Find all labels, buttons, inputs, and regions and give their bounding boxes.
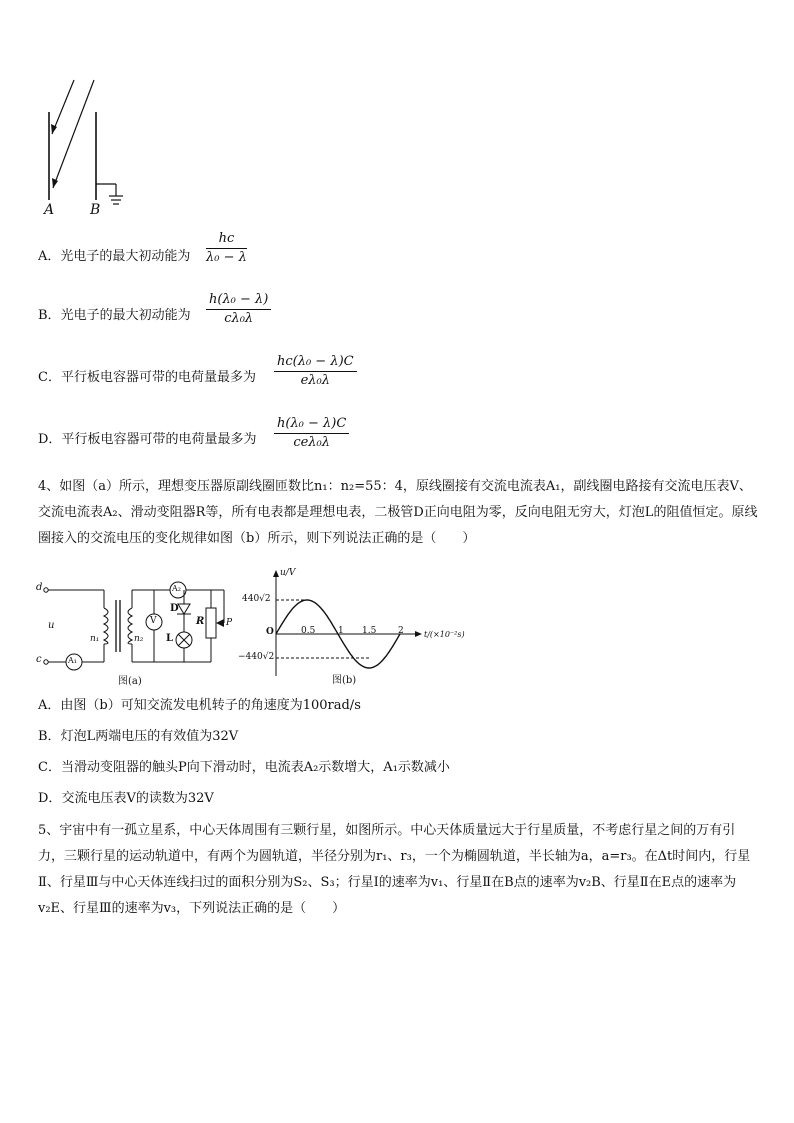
figure-b-caption: 图(b): [332, 675, 357, 686]
voltage-graph: [238, 566, 488, 692]
rheostat-r-label: R: [196, 616, 205, 627]
q3-option-a: A．光电子的最大初动能为: [38, 249, 191, 264]
q4-option-d: D．交流电压表V的读数为32V: [38, 791, 214, 806]
voltmeter-v-label: V: [150, 616, 157, 626]
origin-label: O: [266, 627, 274, 637]
x-axis-label: t/(×10⁻²s): [424, 630, 465, 639]
q5-stem: 5、宇宙中有一孤立星系，中心天体周围有三颗行星，如图所示。中心天体质量远大于行星质量，不考虑行星之间的万有引力，三颗行星的运动轨道中，有两个为圆轨道，半径分别为r₁、r₃，一个为椭圆轨道，半长轴为a，a=r₃。在Δt时间内，行星Ⅱ、行星Ⅲ与中心天体连线扫过的面积分别为S₂、S₃；行星Ⅰ的速率为v₁、行星Ⅱ在B点的速率为v₂B、行星Ⅱ在E点的速率为v₂E、行星Ⅲ的速率为v₃，下列说法正确的是（ ）: [38, 823, 751, 916]
y-tick-min: −440√2: [238, 652, 275, 662]
q4-option-b: B．灯泡L两端电压的有效值为32V: [38, 729, 239, 744]
x-tick-1-5: 1.5: [362, 626, 377, 636]
diode-d-label: D: [170, 603, 179, 614]
slider-p-label: P: [226, 618, 233, 628]
y-tick-max: 440√2: [242, 594, 271, 604]
q3-option-a-fraction: $\frac{hc}{\text{λ₀ − λ}}$: [206, 231, 247, 265]
figure-a-caption: 图(a): [118, 676, 142, 687]
terminal-c-label: c: [36, 654, 42, 665]
coil-n1-label: n₁: [90, 634, 100, 644]
q4-stem: 4、如图（a）所示，理想变压器原副线圈匝数比n₁：n₂=55：4，原线圈接有交流电流表A₁，副线圈电路接有交流电压表V、交流电流表A₂、滑动变阻器R等，所有电表都是理想电表，二极管D正向电阻为零，反向电阻无穷大，灯泡L的阻值恒定。原线圈接入的交流电压的变化规律如图（b）所示，则下列说法正确的是（ ）: [38, 479, 758, 546]
ammeter-a2-label: A₂: [172, 584, 181, 593]
q3-option-c: C．平行板电容器可带的电荷量最多为: [38, 370, 256, 385]
q3-option-d: D．平行板电容器可带的电荷量最多为: [38, 432, 257, 447]
voltage-u-label: u: [48, 620, 55, 631]
q3-option-b-fraction: $\frac{\text{h(λ₀ − λ)}}{\text{cλ₀λ}}$: [206, 292, 271, 326]
x-tick-0-5: 0.5: [301, 626, 316, 636]
terminal-d-label: d: [36, 582, 43, 593]
lamp-l-label: L: [166, 633, 174, 644]
coil-n2-label: n₂: [134, 634, 144, 644]
y-axis-label: u/V: [280, 568, 296, 578]
q4-option-a: A．由图（b）可知交流发电机转子的角速度为100rad/s: [38, 698, 361, 713]
plate-b-label: B: [90, 202, 101, 218]
q3-option-c-fraction: $\frac{\text{hc(λ₀ − λ)C}}{\text{eλ₀λ}}$: [274, 354, 357, 388]
circuit-figure: [36, 578, 236, 688]
q3-option-d-fraction: h(λ₀ − λ)C ceλ₀λ: [274, 416, 349, 450]
x-tick-1: 1: [338, 626, 344, 636]
q4-option-c: C．当滑动变阻器的触头P向下滑动时，电流表A₂示数增大，A₁示数减小: [38, 760, 450, 775]
ammeter-a1-label: A₁: [68, 656, 77, 665]
x-tick-2: 2: [398, 626, 404, 636]
plate-a-label: A: [44, 202, 55, 218]
plates-figure: [30, 72, 140, 222]
q3-option-b: B．光电子的最大初动能为: [38, 308, 191, 323]
